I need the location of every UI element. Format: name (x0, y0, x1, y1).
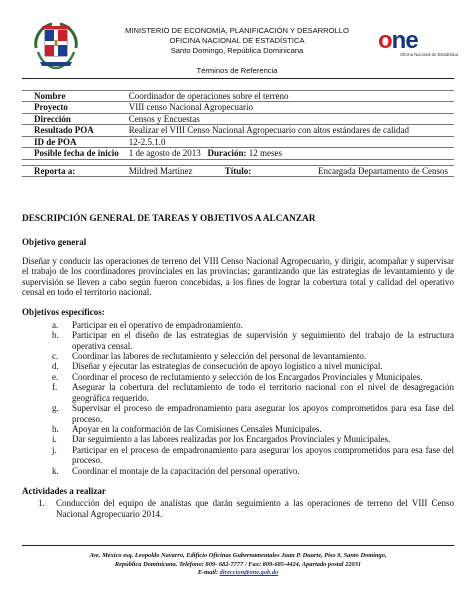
coat-of-arms-icon (28, 18, 84, 72)
proyecto-value: VIII censo Nacional Agropecuario (119, 102, 454, 114)
list-item-text: Apoyar en la conformación de las Comisiones Censales Municipales. (72, 423, 322, 434)
page-footer (22, 552, 454, 578)
list-item (52, 330, 454, 351)
nombre-value: Coordinador de operaciones sobre el terreno (119, 90, 454, 102)
list-item (52, 372, 454, 382)
list-marker: c. (52, 351, 59, 362)
objetivos-list (52, 320, 454, 476)
document-subtitle: Términos de Referencia (196, 66, 278, 75)
list-marker: e. (52, 371, 59, 382)
duracion-value: 12 meses (248, 148, 282, 159)
list-item (52, 351, 454, 361)
titulo-value: Encargada Departamento de Censos (289, 165, 454, 177)
footer-email-line (22, 569, 454, 578)
ministry-heading (100, 26, 374, 56)
list-item-text: Participar en el diseño de las estrategias de supervisión y seguimiento del trabajo de la estructura operativa censal. (72, 330, 454, 351)
list-marker: 1. (38, 498, 45, 509)
info-table (22, 84, 454, 177)
resultado-label: Resultado POA (22, 125, 119, 137)
list-item (52, 424, 454, 434)
objetivos-especificos-heading: Objetivos específicos: (22, 307, 105, 318)
table-row (22, 125, 454, 137)
footer-address: Ave. México esq. Leopoldo Navarro, Edificio Oficinas Gubernamentales Juan P. Duarte, Piso 9, Santo Domingo, (89, 552, 387, 559)
idpoa-label: ID de POA (22, 136, 119, 148)
list-item (52, 320, 454, 330)
list-marker: k. (52, 465, 59, 476)
resultado-value: Realizar el VIII Censo Nacional Agropecuario con altos estándares de calidad (119, 125, 454, 137)
direccion-label: Dirección (22, 113, 119, 125)
list-item-text: Conducción del equipo de analistas que darán seguimiento a las operaciones de terreno del VIII Censo Nacional Agropecuario 2014. (56, 498, 454, 519)
list-marker: g. (52, 403, 59, 414)
table-row (22, 136, 454, 148)
fecha-duracion-cell (119, 148, 454, 160)
list-item-text: Asegurar la cobertura del reclutamiento de todo el territorio nacional con el nivel de desagregación geográfica requerido. (72, 382, 454, 403)
document-body (22, 214, 454, 519)
list-item-text: Coordinar el montaje de la capacitación del personal operativo. (72, 465, 300, 476)
list-item-text: Participar en el proceso de empadronamiento para asegurar los apoyos comprometidos para esa fase del proceso. (72, 444, 454, 466)
list-item (52, 445, 454, 466)
list-item-text: Participar en el operativo de empadronamiento. (72, 319, 243, 330)
one-logo (378, 28, 456, 62)
list-marker: a. (52, 319, 59, 330)
list-item (52, 434, 454, 444)
list-item (52, 382, 454, 403)
duracion-label: Duración: (207, 148, 247, 159)
objetivo-general-paragraph: Diseñar y conducir las operaciones de terreno del VIII Censo Nacional Agropecuario, y dirigir, acompañar y supervisar el trabajo de los coordinadores provinciales en las provincias; garantizando que las estrategias de levantamiento y de supervisión se lleven a cabo según fueron concebidas, a los fines de lograr la cobertura total y calidad del operativo censal en todo el territorio nacional. (22, 255, 454, 298)
reporta-value: Mildred Martínez (119, 165, 219, 177)
list-marker: j. (52, 444, 57, 455)
footer-phone: República Dominicana. Teléfono: 809- 682-7777 / Fax: 809-685-4424, Apartado postal 22031 (114, 560, 362, 568)
table-row (22, 113, 454, 125)
actividades-list (38, 498, 454, 519)
page-header (0, 0, 474, 84)
header-divider (22, 78, 454, 79)
list-item-text: Diseñar y ejecutar las estrategias de consecución de apoyo logístico a nivel municipal. (72, 361, 383, 372)
list-item-text: Dar seguimiento a las labores realizadas por los Encargados Provinciales y Municipales. (72, 434, 391, 445)
list-item (52, 403, 454, 424)
titulo-label: Título: (219, 165, 289, 177)
list-item-text: Coordinar las labores de reclutamiento y selección del personal de levantamiento. (72, 351, 367, 362)
nombre-label: Nombre (22, 90, 119, 102)
footer-email-link[interactable]: direccion@one.gob.do (219, 569, 279, 577)
list-item (52, 361, 454, 371)
one-logo-tagline: Oficina Nacional de Estadística (400, 52, 458, 57)
objetivo-general-heading: Objetivo general (22, 237, 87, 248)
fecha-label: Posible fecha de inicio (22, 148, 119, 160)
list-marker: d. (52, 361, 59, 372)
city-line: Santo Domingo, República Dominicana (170, 46, 304, 55)
table-row (22, 90, 454, 102)
table-row (22, 102, 454, 114)
list-item (38, 498, 454, 519)
actividades-heading: Actividades a realizar (22, 485, 106, 496)
fecha-value: 1 de agosto de 2013 (128, 148, 201, 159)
footer-divider (22, 545, 454, 546)
list-marker: h. (52, 423, 59, 434)
table-row (22, 165, 454, 177)
one-logo-wordmark: one (378, 27, 418, 54)
idpoa-value: 12-2.5.1.0 (119, 136, 454, 148)
list-item-text: Coordinar el proceso de reclutamiento y selección de los Encargados Provinciales y Municipales. (72, 371, 423, 382)
office-line: OFICINA NACIONAL DE ESTADÍSTICA (169, 36, 305, 45)
ministry-line: MINISTERIO DE ECONOMÍA, PLANIFICACIÓN Y DESARROLLO (125, 26, 349, 35)
list-item-text: Supervisar el proceso de empadronamiento para asegurar los apoyos comprometidos para esa fase del proceso. (72, 403, 454, 424)
table-row (22, 148, 454, 160)
reporta-label: Reporta a: (22, 165, 119, 177)
direccion-value: Censos y Encuestas (119, 113, 454, 125)
list-marker: i. (52, 434, 57, 445)
footer-email-label: E-mail: (197, 569, 219, 577)
list-marker: f. (52, 382, 58, 393)
proyecto-label: Proyecto (22, 102, 119, 114)
list-marker: b. (52, 330, 59, 341)
list-item (52, 466, 454, 476)
section-title: DESCRIPCIÓN GENERAL DE TAREAS Y OBJETIVOS A ALCANZAR (22, 214, 316, 224)
